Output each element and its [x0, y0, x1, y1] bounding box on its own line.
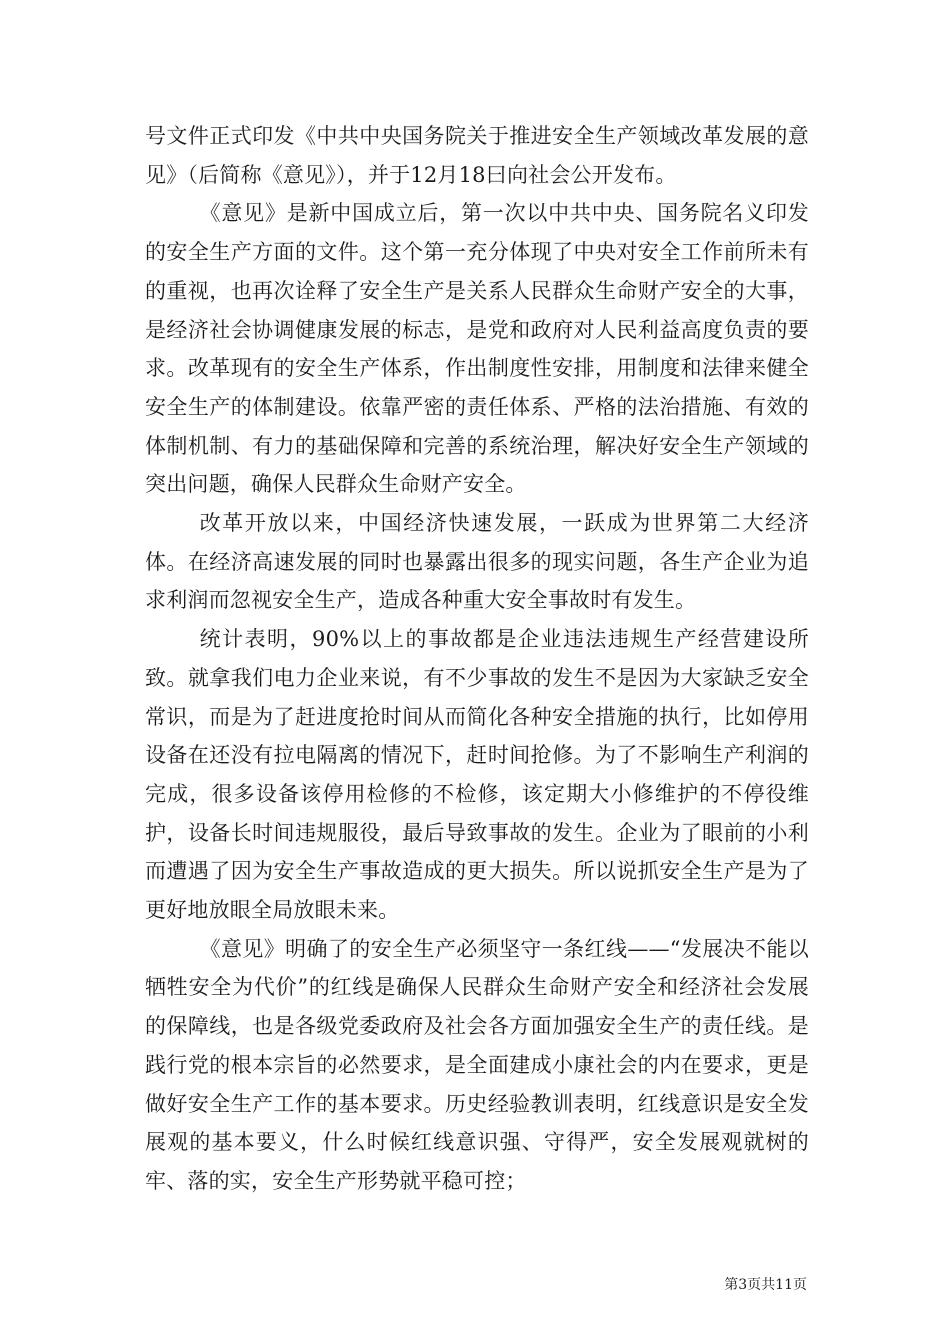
paragraph-opinion-significance: 《意见》是新中国成立后，第一次以中共中央、国务院名义印发的安全生产方面的文件。这个第一充分体现了中央对安全工作前所未有的重视，也再次诠释了安全生产是关系人民群众生命财产安全的大事，是经济社会协调健康发展的标志，是党和政府对人民利益高度负责的要求。改革现有的安全生产体系，作出制度性安排，用制度和法律来健全安全生产的体制建设。依靠严密的责任体系、严格的法治措施、有效的体制机制、有力的基础保障和完善的系统治理，解决好安全生产领域的突出问题，确保人民群众生命财产安全。 — [145, 201, 809, 497]
paragraph-continuation: 号文件正式印发《中共中央国务院关于推进安全生产领域改革发展的意见》（后简称《意见》），并于12月18曰向社会公开发布。 — [145, 124, 809, 187]
document-body — [145, 117, 809, 1201]
paragraph-statistics: 统计表明，90%以上的事故都是企业违法违规生产经营建设所致。就拿我们电力企业来说，有不少事故的发生不是因为大家缺乏安全常识，而是为了赶进度抢时间从而简化各种安全措施的执行，比如停用设备在还没有拉电隔离的情况下，赶时间抢修。为了不影响生产利润的完成，很多设备该停用检修的不检修，该定期大小修维护的不停役维护，设备长时间违规服役，最后导致事故的发生。企业为了眼前的小利而遭遇了因为安全生产事故造成的更大损失。所以说抓安全生产是为了更好地放眼全局放眼未来。 — [145, 627, 809, 923]
page-number-footer: 第3页共11页 — [724, 1277, 807, 1293]
paragraph-red-line: 《意见》明确了的安全生产必须坚守一条红线——“发展决不能以牺牲安全为代价”的红线是确保人民群众生命财产安全和经济社会发展的保障线，也是各级党委政府及社会各方面加强安全生产的责任线。是践行党的根本宗旨的必然要求，是全面建成小康社会的内在要求，更是做好安全生产工作的基本要求。历史经验教训表明，红线意识是安全发展观的基本要义，什么时候红线意识强、守得严，安全发展观就树的牢、落的实，安全生产形势就平稳可控； — [145, 936, 809, 1193]
paragraph-reform-opening: 改革开放以来，中国经济快速发展，一跃成为世界第二大经济体。在经济高速发展的同时也暴露出很多的现实问题，各生产企业为追求利润而忽视安全生产，造成各种重大安全事故时有发生。 — [145, 511, 809, 613]
